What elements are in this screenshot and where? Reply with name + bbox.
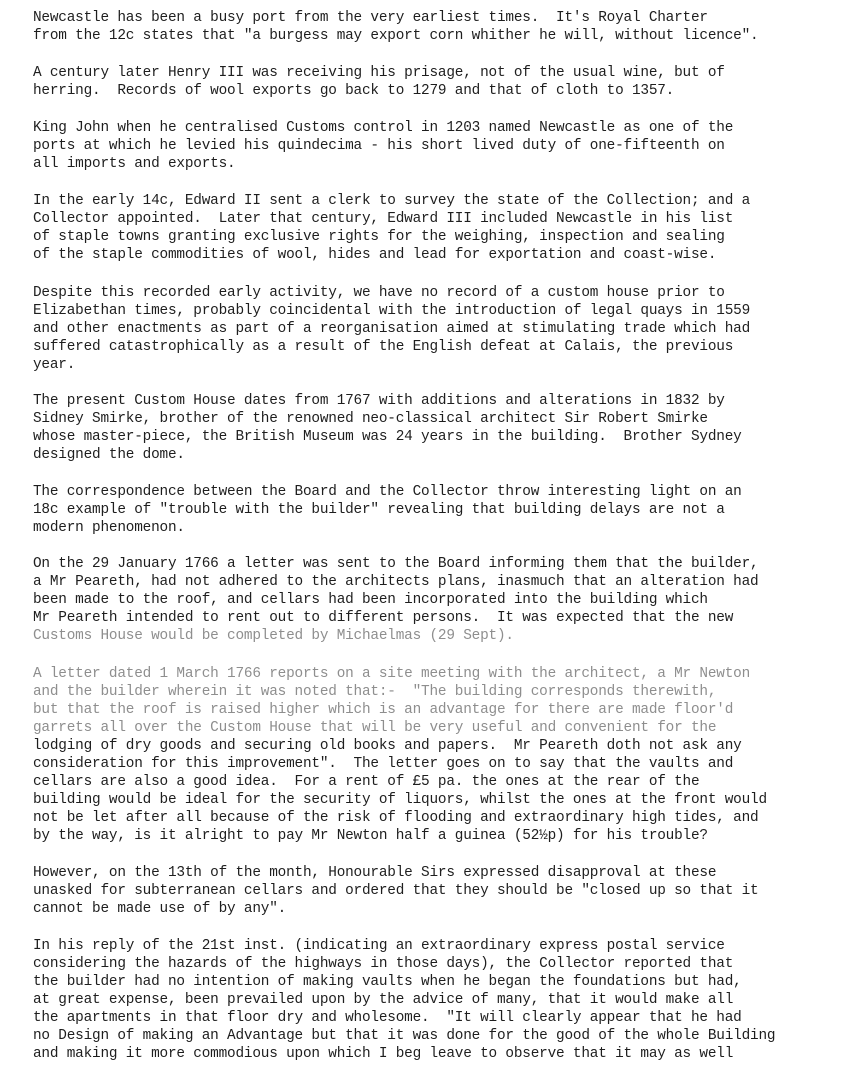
paragraph-disapproval — [33, 864, 758, 918]
text-line: In the early 14c, Edward II sent a clerk to survey the state of the Collection; and a — [33, 193, 751, 209]
text-line: year. — [33, 357, 76, 373]
paragraph-march-letter — [33, 665, 767, 845]
text-line: Newcastle has been a busy port from the very earliest times. It's Royal Charter — [33, 10, 708, 26]
text-line: considering the hazards of the highways in those days), the Collector reported that — [33, 956, 734, 972]
paragraph-henry-iii — [33, 64, 725, 100]
text-line: at great expense, been prevailed upon by the advice of many, that it would make all — [33, 992, 734, 1008]
text-line: by the way, is it alright to pay Mr Newton half a guinea (52½p) for his trouble? — [33, 828, 708, 844]
text-line: King John when he centralised Customs control in 1203 named Newcastle as one of the — [33, 120, 734, 136]
text-line: ports at which he levied his quindecima - his short lived duty of one-fifteenth on — [33, 138, 725, 154]
paragraph-elizabethan — [33, 284, 750, 374]
text-line: Elizabethan times, probably coincidental with the introduction of legal quays in 1559 — [33, 303, 751, 319]
text-line: building would be ideal for the security of liquors, whilst the ones at the front would — [33, 792, 767, 808]
text-line: of staple towns granting exclusive rights for the weighing, inspection and sealing — [33, 229, 725, 245]
text-line: cannot be made use of by any". — [33, 901, 287, 917]
text-line: from the 12c states that "a burgess may export corn whither he will, without licence". — [33, 28, 759, 44]
text-line: Collector appointed. Later that century, Edward III included Newcastle in his list — [33, 211, 734, 227]
text-line: In his reply of the 21st inst. (indicating an extraordinary express postal service — [33, 938, 725, 954]
paragraph-royal-charter — [33, 9, 758, 45]
text-line: herring. Records of wool exports go back to 1279 and that of cloth to 1357. — [33, 83, 675, 99]
text-line-faint: garrets all over the Custom House that will be very useful and convenient for the — [33, 720, 717, 736]
text-line: Mr Peareth intended to rent out to different persons. It was expected that the new — [33, 610, 734, 626]
text-line: Sidney Smirke, brother of the renowned neo-classical architect Sir Robert Smirke — [33, 411, 708, 427]
text-line: consideration for this improvement". The letter goes on to say that the vaults and — [33, 756, 734, 772]
text-line: 18c example of "trouble with the builder" revealing that building delays are not a — [33, 502, 725, 518]
text-line-faint: and the builder wherein it was noted that:- "The building corresponds therewith, — [33, 684, 717, 700]
text-line: The correspondence between the Board and the Collector throw interesting light on an — [33, 484, 742, 500]
text-line: all imports and exports. — [33, 156, 236, 172]
text-line: designed the dome. — [33, 447, 185, 463]
text-line: whose master-piece, the British Museum was 24 years in the building. Brother Sydney — [33, 429, 742, 445]
text-line: the apartments in that floor dry and wholesome. "It will clearly appear that he had — [33, 1010, 742, 1026]
text-line: of the staple commodities of wool, hides and lead for exportation and coast-wise. — [33, 247, 717, 263]
text-line-faint: A letter dated 1 March 1766 reports on a site meeting with the architect, a Mr Newton — [33, 666, 751, 682]
text-line: The present Custom House dates from 1767 with additions and alterations in 1832 by — [33, 393, 725, 409]
text-line: cellars are also a good idea. For a rent of £5 pa. the ones at the rear of the — [33, 774, 700, 790]
paragraph-january-letter — [33, 555, 758, 645]
text-line: However, on the 13th of the month, Honourable Sirs expressed disapproval at these — [33, 865, 717, 881]
paragraph-collector-reply — [33, 937, 775, 1063]
paragraph-correspondence — [33, 483, 742, 537]
text-line: no Design of making an Advantage but that it was done for the good of the whole Building — [33, 1028, 776, 1044]
text-line: On the 29 January 1766 a letter was sent to the Board informing them that the builder, — [33, 556, 759, 572]
text-line-faint: Customs House would be completed by Michaelmas (29 Sept). — [33, 628, 514, 644]
text-line: been made to the roof, and cellars had been incorporated into the building which — [33, 592, 708, 608]
text-line: the builder had no intention of making vaults when he began the foundations but had, — [33, 974, 742, 990]
text-line: modern phenomenon. — [33, 520, 185, 536]
text-line: lodging of dry goods and securing old books and papers. Mr Peareth doth not ask any — [33, 738, 742, 754]
text-line: suffered catastrophically as a result of the English defeat at Calais, the previous — [33, 339, 734, 355]
text-line: unasked for subterranean cellars and ordered that they should be "closed up so that it — [33, 883, 759, 899]
text-line: and other enactments as part of a reorganisation aimed at stimulating trade which had — [33, 321, 751, 337]
text-line: Despite this recorded early activity, we have no record of a custom house prior to — [33, 285, 725, 301]
paragraph-king-john — [33, 119, 733, 173]
text-line-faint: but that the roof is raised higher which is an advantage for there are made floor'd — [33, 702, 734, 718]
text-line: not be let after all because of the risk of flooding and extraordinary high tides, and — [33, 810, 759, 826]
paragraph-edward-ii — [33, 192, 750, 264]
paragraph-custom-house — [33, 392, 742, 464]
text-line: and making it more commodious upon which I beg leave to observe that it may as well — [33, 1046, 734, 1062]
text-line: a Mr Peareth, had not adhered to the architects plans, inasmuch that an alteration had — [33, 574, 759, 590]
text-line: A century later Henry III was receiving his prisage, not of the usual wine, but of — [33, 65, 725, 81]
